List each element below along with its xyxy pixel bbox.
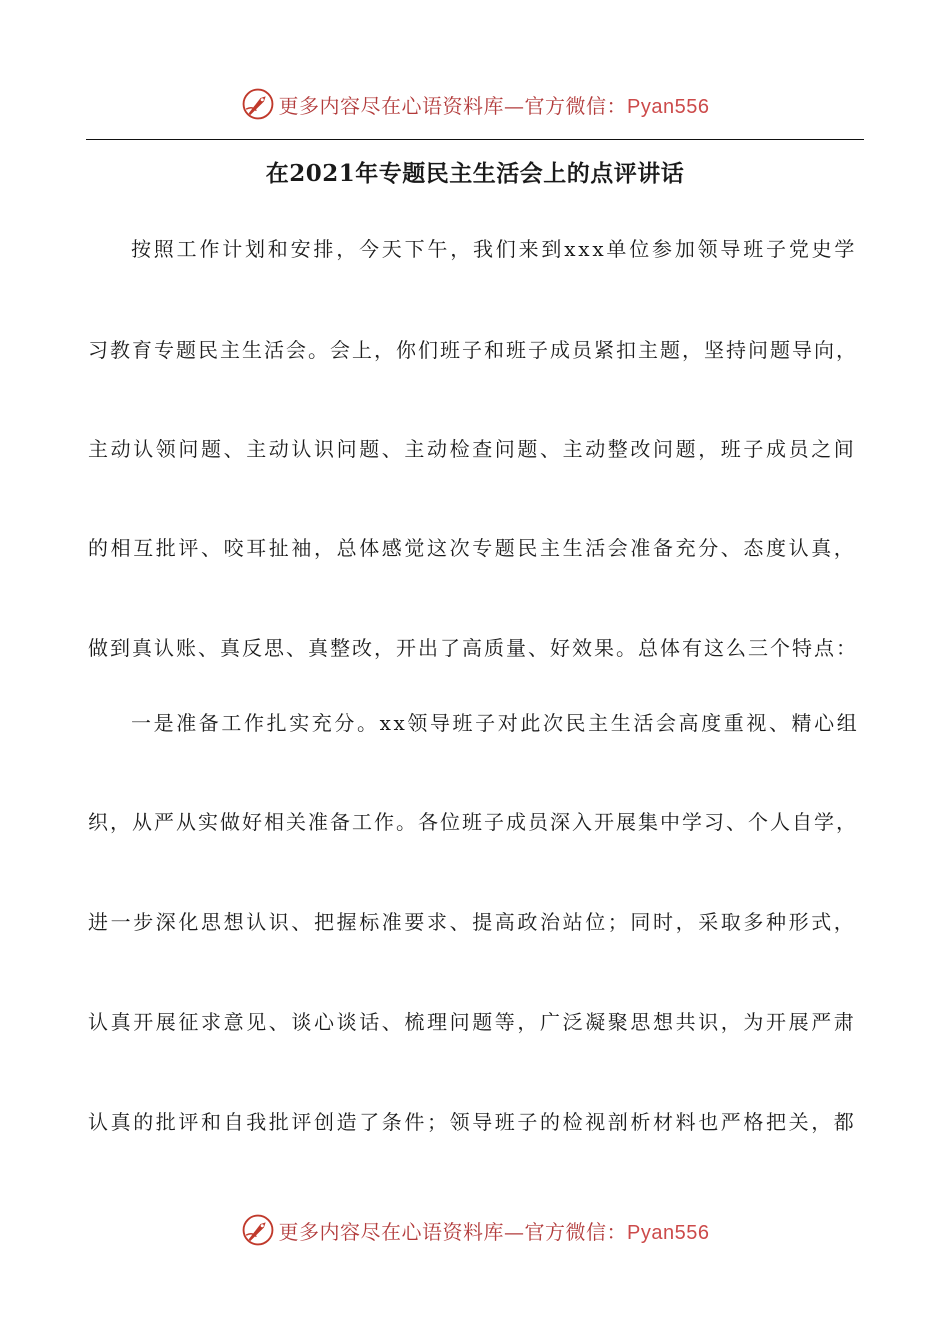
- body-line: 做到真认账、真反思、真整改，开出了高质量、好效果。总体有这么三个特点：: [88, 636, 858, 660]
- header-divider: [86, 139, 864, 140]
- pen-nib-logo-icon: [241, 87, 275, 121]
- footer-banner-text: 更多内容尽在心语资料库—官方微信：Pyan556: [278, 1219, 710, 1244]
- body-line: 进一步深化思想认识、把握标准要求、提高政治站位；同时，采取多种形式，: [88, 910, 857, 934]
- footer-wechat-id: Pyan556: [627, 1221, 710, 1244]
- footer-banner: [0, 1210, 950, 1250]
- header-banner-text: 更多内容尽在心语资料库—官方微信：Pyan556: [278, 93, 710, 118]
- header-wechat-id: Pyan556: [627, 95, 710, 118]
- body-line: 的相互批评、咬耳扯袖，总体感觉这次专题民主生活会准备充分、态度认真，: [88, 536, 857, 560]
- document-title: 在2021年专题民主生活会上的点评讲话: [265, 160, 685, 187]
- body-line: 一是准备工作扎实充分。xx领导班子对此次民主生活会高度重视、精心组: [131, 711, 860, 735]
- body-line: 织，从严从实做好相关准备工作。各位班子成员深入开展集中学习、个人自学，: [88, 810, 858, 834]
- header-banner: [0, 84, 950, 124]
- body-line: 按照工作计划和安排，今天下午，我们来到xxx单位参加领导班子党史学: [131, 237, 858, 261]
- body-line: 习教育专题民主生活会。会上，你们班子和班子成员紧扣主题，坚持问题导向，: [88, 338, 858, 362]
- body-line: 主动认领问题、主动认识问题、主动检查问题、主动整改问题，班子成员之间: [88, 437, 857, 461]
- pen-nib-logo-icon: [241, 1213, 275, 1247]
- body-line: 认真开展征求意见、谈心谈话、梳理问题等，广泛凝聚思想共识，为开展严肃: [88, 1010, 857, 1034]
- body-line: 认真的批评和自我批评创造了条件；领导班子的检视剖析材料也严格把关，都: [88, 1110, 857, 1134]
